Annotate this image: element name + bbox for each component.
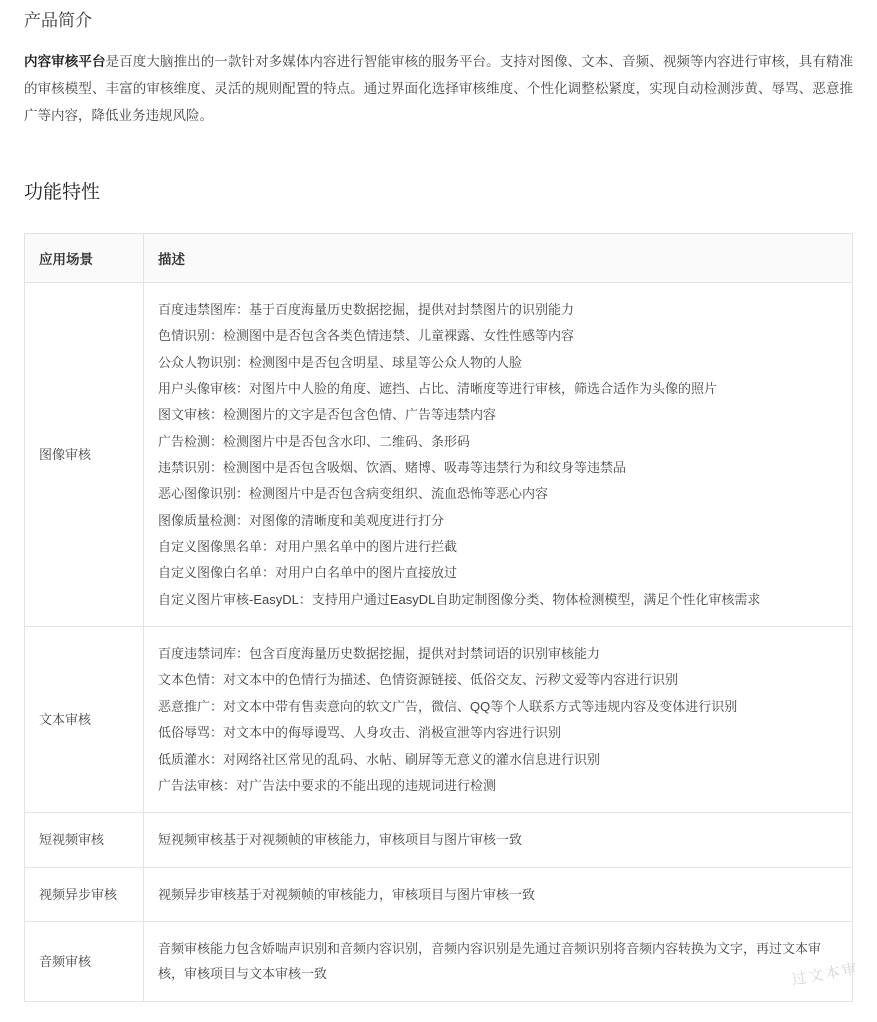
description-line: 百度违禁词库：包含百度海量历史数据挖掘，提供对封禁词语的识别审核能力: [158, 646, 601, 662]
description-line: 色情识别：检测图中是否包含各类色情违禁、儿童裸露、女性性感等内容: [158, 328, 575, 344]
description-line: 恶心图像识别：检测图片中是否包含病变组织、流血恐怖等恶心内容: [158, 486, 549, 502]
description-cell: [144, 283, 853, 627]
description-line: 图文审核：检测图片的文字是否包含色情、广告等违禁内容: [158, 407, 497, 423]
table-row: [25, 813, 853, 867]
table-row: [25, 867, 853, 921]
scene-cell: 短视频审核: [25, 813, 144, 867]
scene-cell: 文本审核: [25, 627, 144, 813]
description-line: 低俗辱骂：对文本中的侮辱谩骂、人身攻击、消极宣泄等内容进行识别: [158, 725, 562, 741]
feature-table: [24, 233, 853, 1002]
scene-cell: 音频审核: [25, 921, 144, 1001]
product-intro-lead: 内容审核平台: [24, 53, 106, 69]
description-line: 低质灌水：对网络社区常见的乱码、水帖、刷屏等无意义的灌水信息进行识别: [158, 751, 601, 767]
table-row: [25, 283, 853, 627]
description-line: 自定义图像白名单：对用户白名单中的图片直接放过: [158, 565, 458, 581]
product-intro-body: 是百度大脑推出的一款针对多媒体内容进行智能审核的服务平台。支持对图像、文本、音频、视频等内容进行审核，具有精准的审核模型、丰富的审核维度、灵活的规则配置的特点。通过界面化选择审核维度、个性化调整松紧度，实现自动检测涉黄、辱骂、恶意推广等内容，降低业务违规风险。: [24, 53, 854, 123]
description-line: 百度违禁图库：基于百度海量历史数据挖掘，提供对封禁图片的识别能力: [158, 302, 575, 317]
table-row: [25, 627, 853, 813]
document-page: [0, 8, 877, 1002]
description-cell: [144, 921, 853, 1001]
table-head: [25, 234, 853, 283]
features-title: 功能特性: [24, 181, 101, 203]
product-intro-paragraph: [24, 48, 853, 129]
scene-cell: 图像审核: [25, 283, 144, 627]
description-line: 用户头像审核：对图片中人脸的角度、遮挡、占比、清晰度等进行审核，筛选合适作为头像的照片: [158, 381, 718, 397]
description-line: 公众人物识别：检测图中是否包含明星、球星等公众人物的人脸: [158, 354, 523, 370]
description-line: 自定义图片审核-EasyDL：支持用户通过EasyDL自助定制图像分类、物体检测模型，满足个性化审核需求: [158, 591, 761, 607]
product-intro-title: 产品简介: [24, 11, 92, 30]
column-header-description: 描述: [144, 234, 853, 283]
description-line: 短视频审核基于对视频帧的审核能力，审核项目与图片审核一致: [158, 832, 523, 848]
description-line: 视频异步审核基于对视频帧的审核能力，审核项目与图片审核一致: [158, 886, 536, 902]
description-line: 自定义图像黑名单：对用户黑名单中的图片进行拦截: [158, 539, 458, 555]
description-line: 文本色情：对文本中的色情行为描述、色情资源链接、低俗交友、污秽文爱等内容进行识别: [158, 672, 679, 688]
description-line: 图像质量检测：对图像的清晰度和美观度进行打分: [158, 512, 445, 528]
description-cell: [144, 627, 853, 813]
scene-cell: 视频异步审核: [25, 867, 144, 921]
table-row: [25, 921, 853, 1001]
description-line: 恶意推广：对文本中带有售卖意向的软文广告，微信、QQ等个人联系方式等违规内容及变体进行识别: [158, 698, 738, 714]
description-line: 音频审核能力包含娇喘声识别和音频内容识别，音频内容识别是先通过音频识别将音频内容转换为文字，再过文本审核，审核项目与文本审核一致: [158, 940, 822, 982]
description-cell: [144, 813, 853, 867]
column-header-scene: 应用场景: [25, 234, 144, 283]
description-line: 广告检测：检测图片中是否包含水印、二维码、条形码: [158, 433, 471, 449]
description-cell: [144, 867, 853, 921]
table-body: [25, 283, 853, 1002]
table-header-row: [25, 234, 853, 283]
watermark: 过文本审: [790, 959, 861, 989]
description-line: 广告法审核：对广告法中要求的不能出现的违规词进行检测: [158, 777, 497, 793]
description-line: 违禁识别：检测图中是否包含吸烟、饮酒、赌博、吸毒等违禁行为和纹身等违禁品: [158, 460, 627, 476]
